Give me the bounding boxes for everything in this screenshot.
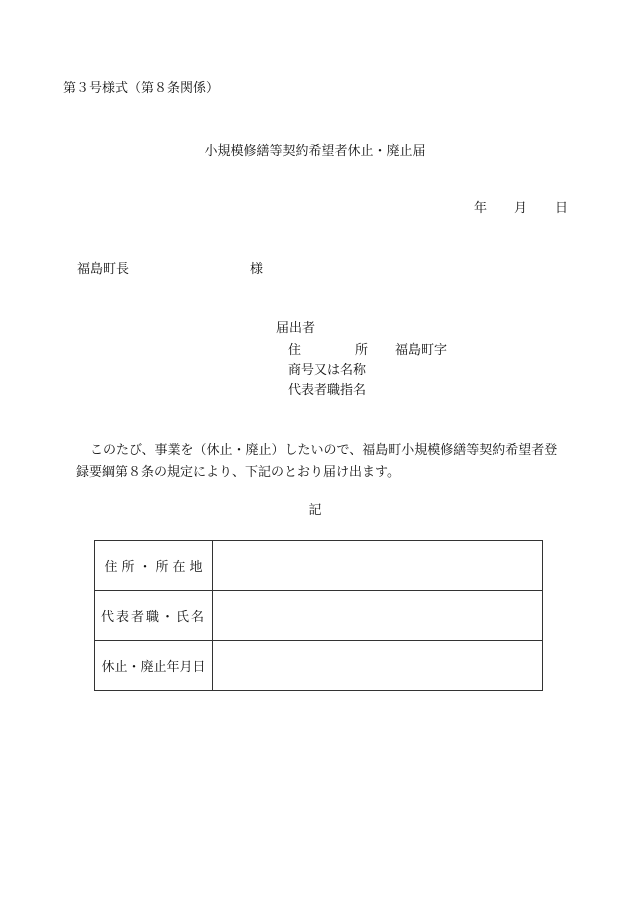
date-year-label: 年 [474, 201, 488, 216]
address-label-part-2: 所 [355, 343, 369, 358]
table-value-representative[interactable] [213, 591, 543, 641]
table-value-suspension-date[interactable] [213, 641, 543, 691]
form-number: 第３号様式（第８条関係） [63, 81, 220, 96]
table-label-text: 住所・所在地 [104, 560, 207, 575]
table-row [95, 641, 543, 691]
body-text-line-1: このたび、事業を（休止・廃止）したいので、福島町小規模修繕等契約希望者登 [90, 443, 558, 458]
date-month-label: 月 [514, 201, 528, 216]
table-label-text: 代表者職・氏名 [100, 610, 206, 625]
info-table [94, 540, 543, 691]
date-day-label: 日 [555, 201, 569, 216]
company-name-label: 商号又は名称 [288, 363, 367, 378]
table-label-representative [95, 591, 213, 641]
address-value: 福島町字 [395, 343, 448, 358]
table-label-address [95, 541, 213, 591]
addressee-name: 福島町長 [77, 262, 130, 277]
table-value-address[interactable] [213, 541, 543, 591]
body-text-line-2: 録要綱第８条の規定により、下記のとおり届け出ます。 [76, 465, 400, 480]
document-title: 小規模修繕等契約希望者休止・廃止届 [204, 144, 426, 159]
ki-heading: 記 [308, 503, 322, 518]
table-row [95, 541, 543, 591]
applicant-heading: 届出者 [276, 321, 316, 336]
address-label-part-1: 住 [288, 343, 302, 358]
representative-label: 代表者職指名 [288, 383, 367, 398]
addressee-honorific: 様 [250, 262, 264, 277]
table-row [95, 591, 543, 641]
table-label-suspension-date [95, 641, 213, 691]
table-label-text: 休止・廃止年月日 [101, 660, 206, 675]
